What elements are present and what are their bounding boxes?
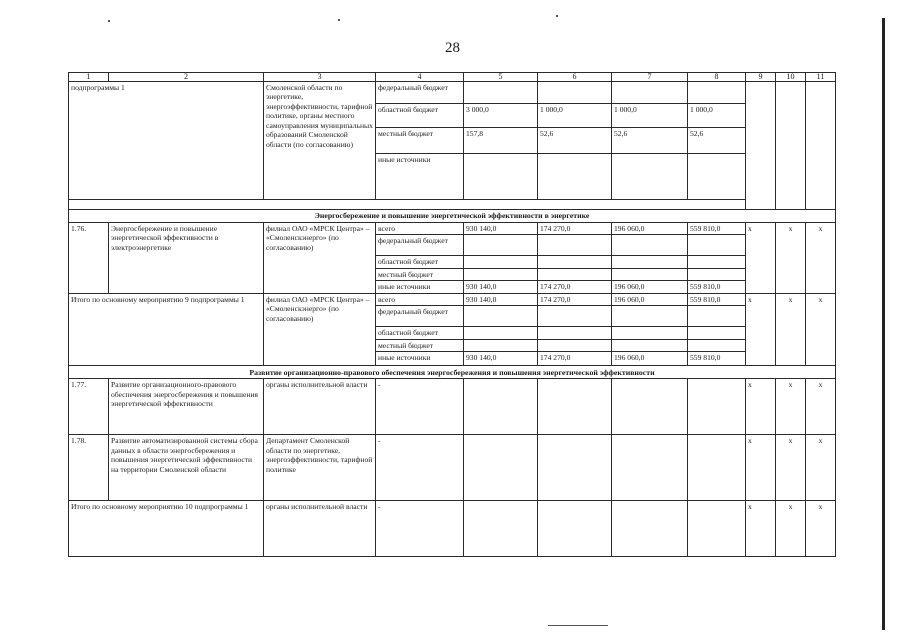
table-row (69, 223, 836, 235)
source-label: федеральный бюджет (376, 306, 464, 327)
indicator-cell: x (746, 435, 776, 501)
column-number: 6 (538, 73, 612, 82)
section-row (69, 210, 836, 223)
indicator-cell: x (806, 379, 836, 435)
value-cell (746, 82, 776, 210)
source-label: областной бюджет (376, 256, 464, 268)
row-number: 1.78. (69, 435, 109, 501)
column-number: 10 (776, 73, 806, 82)
value-cell (464, 306, 538, 327)
row-executor: филиал ОАО «МРСК Центра» – «Смоленскэнерго» (по согласованию) (264, 223, 376, 294)
row-name: Развитие автоматизированной системы сбора данных в области энергосбережения и повышения энергетической эффективности на территории Смоленской области (109, 435, 264, 501)
value-cell (464, 379, 538, 435)
value-cell: 1 000,0 (688, 104, 746, 128)
value-cell (688, 154, 746, 200)
value-cell (612, 235, 688, 256)
source-label: - (376, 435, 464, 501)
value-cell (612, 339, 688, 351)
indicator-cell: x (746, 223, 776, 294)
value-cell (464, 339, 538, 351)
row-number: 1.76. (69, 223, 109, 294)
value-cell (688, 435, 746, 501)
value-cell: 930 140,0 (464, 352, 538, 366)
value-cell (612, 501, 688, 557)
source-label: иные источники (376, 154, 464, 200)
value-cell: 196 060,0 (612, 352, 688, 366)
source-label: местный бюджет (376, 268, 464, 280)
value-cell (538, 327, 612, 339)
value-cell: 930 140,0 (464, 223, 538, 235)
column-number: 9 (746, 73, 776, 82)
value-cell (776, 82, 806, 210)
row-name: Энергосбережение и повышение энергетической эффективности в электроэнергетике (109, 223, 264, 294)
table-row (69, 200, 836, 210)
value-cell (612, 327, 688, 339)
value-cell: 196 060,0 (612, 281, 688, 293)
value-cell (688, 82, 746, 104)
source-label: федеральный бюджет (376, 235, 464, 256)
indicator-cell: x (776, 435, 806, 501)
column-number: 1 (69, 73, 109, 82)
section-heading: Энергосбережение и повышение энергетической эффективности в энергетике (69, 210, 836, 223)
value-cell: 930 140,0 (464, 281, 538, 293)
table-row (69, 435, 836, 501)
indicator-cell: x (806, 293, 836, 365)
source-label: - (376, 379, 464, 435)
indicator-cell: x (746, 501, 776, 557)
value-cell (538, 339, 612, 351)
value-cell: 52,6 (538, 128, 612, 154)
row-executor: Департамент Смоленской области по энергетике, энергоэффективности, тарифной политике (264, 435, 376, 501)
value-cell: 157,8 (464, 128, 538, 154)
source-label: областной бюджет (376, 327, 464, 339)
value-cell (464, 256, 538, 268)
source-label: иные источники (376, 352, 464, 366)
value-cell: 174 270,0 (538, 281, 612, 293)
column-number: 4 (376, 73, 464, 82)
column-number: 5 (464, 73, 538, 82)
value-cell (612, 379, 688, 435)
indicator-cell: x (776, 501, 806, 557)
value-cell (464, 327, 538, 339)
value-cell (538, 235, 612, 256)
table-row (69, 293, 836, 305)
column-number: 2 (109, 73, 264, 82)
value-cell (538, 268, 612, 280)
value-cell (612, 256, 688, 268)
scan-speck (556, 15, 558, 17)
section-heading: Развитие организационно-правового обеспечения энергосбережения и повышения энергетической эффективности (69, 366, 836, 379)
value-cell (464, 235, 538, 256)
indicator-cell: x (776, 379, 806, 435)
value-cell (688, 268, 746, 280)
value-cell (612, 82, 688, 104)
row-number: 1.77. (69, 379, 109, 435)
spacer-cell (69, 200, 746, 210)
value-cell (688, 379, 746, 435)
column-number: 11 (806, 73, 836, 82)
value-cell: 174 270,0 (538, 293, 612, 305)
source-label: иные источники (376, 281, 464, 293)
value-cell: 559 810,0 (688, 352, 746, 366)
budget-table (68, 72, 836, 557)
scan-speck (338, 19, 340, 21)
value-cell (688, 339, 746, 351)
indicator-cell: x (806, 223, 836, 294)
value-cell (464, 82, 538, 104)
value-cell: 930 140,0 (464, 293, 538, 305)
indicator-cell: x (806, 435, 836, 501)
row-executor: филиал ОАО «МРСК Центра» – «Смоленскэнерго» (по согласованию) (264, 293, 376, 365)
value-cell: 3 000,0 (464, 104, 538, 128)
value-cell (688, 327, 746, 339)
indicator-cell: x (776, 293, 806, 365)
indicator-cell: x (746, 379, 776, 435)
value-cell: 52,6 (612, 128, 688, 154)
value-cell: 196 060,0 (612, 223, 688, 235)
source-label: местный бюджет (376, 128, 464, 154)
row-name: Развитие организационного-правового обеспечения энергосбережения и повышения энергетической эффективности (109, 379, 264, 435)
value-cell: 559 810,0 (688, 281, 746, 293)
value-cell (538, 256, 612, 268)
value-cell (538, 306, 612, 327)
value-cell (538, 379, 612, 435)
value-cell (688, 235, 746, 256)
value-cell: 1 000,0 (612, 104, 688, 128)
table-row (69, 82, 836, 104)
table-row (69, 379, 836, 435)
value-cell (612, 435, 688, 501)
value-cell (464, 154, 538, 200)
source-label: всего (376, 223, 464, 235)
value-cell: 174 270,0 (538, 223, 612, 235)
source-label: областной бюджет (376, 104, 464, 128)
value-cell (538, 82, 612, 104)
value-cell (538, 501, 612, 557)
column-number: 7 (612, 73, 688, 82)
column-numbers-row (69, 73, 836, 82)
row-name: Итого по основному мероприятию 9 подпрограммы 1 (69, 293, 264, 365)
value-cell: 559 810,0 (688, 293, 746, 305)
column-number: 3 (264, 73, 376, 82)
source-label: федеральный бюджет (376, 82, 464, 104)
column-number: 8 (688, 73, 746, 82)
indicator-cell: x (806, 501, 836, 557)
value-cell (612, 268, 688, 280)
row-name: Итого по основному мероприятию 10 подпрограммы 1 (69, 501, 264, 557)
row-name: подпрограммы 1 (69, 82, 264, 200)
row-executor: органы исполнительной власти (264, 379, 376, 435)
table-row (69, 501, 836, 557)
page-number: 28 (445, 40, 460, 56)
scan-edge-line (882, 18, 885, 630)
source-label: - (376, 501, 464, 557)
value-cell (612, 154, 688, 200)
value-cell (806, 82, 836, 210)
value-cell (464, 501, 538, 557)
value-cell (688, 256, 746, 268)
value-cell: 559 810,0 (688, 223, 746, 235)
value-cell (464, 435, 538, 501)
value-cell: 52,6 (688, 128, 746, 154)
indicator-cell: x (746, 293, 776, 365)
value-cell (464, 268, 538, 280)
source-label: местный бюджет (376, 339, 464, 351)
scan-speck (548, 625, 608, 626)
row-executor: Смоленской области по энергетике, энергоэффективности, тарифной политике, органы местного самоуправления муниципальных образований Смоленской области (по согласованию) (264, 82, 376, 200)
value-cell (688, 306, 746, 327)
indicator-cell: x (776, 223, 806, 294)
section-row (69, 366, 836, 379)
row-executor: органы исполнительной власти (264, 501, 376, 557)
scan-speck (108, 20, 110, 22)
value-cell (612, 306, 688, 327)
value-cell: 174 270,0 (538, 352, 612, 366)
value-cell (538, 154, 612, 200)
value-cell: 1 000,0 (538, 104, 612, 128)
source-label: всего (376, 293, 464, 305)
value-cell (538, 435, 612, 501)
value-cell (688, 501, 746, 557)
value-cell: 196 060,0 (612, 293, 688, 305)
